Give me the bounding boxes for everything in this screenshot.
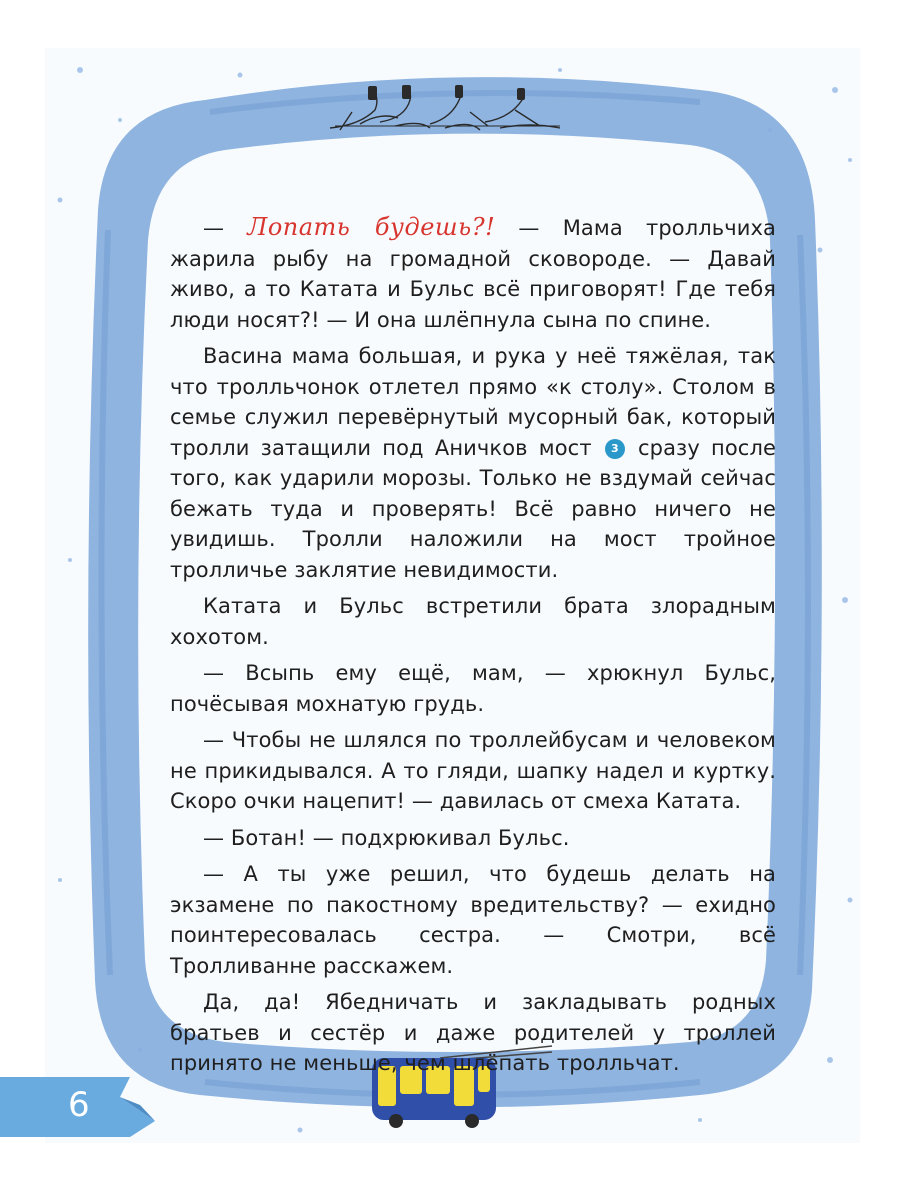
paragraph-1-text: — Мама тролльчиха жарила рыбу на громадной сковороде. — Давай живо, а то Катата и Бульс всё приговорят! Где тебя люди носят?! — И она шлёпнула сына по спине. xyxy=(170,216,776,332)
paragraph-8: Да, да! Ябедничать и закладывать родных братьев и сестёр и даже родителей у троллей принято не меньше, чем шлёпать тролльчат. xyxy=(170,990,776,1075)
page-number: 6 xyxy=(68,1085,90,1125)
paragraph-5: — Чтобы не шлялся по троллейбусам и человеком не прикидывался. А то гляди, шапку надел и куртку. Скоро очки нацепит! — давилась от смеха Катата. xyxy=(170,728,776,813)
highlighted-shout: Лопать будешь?! xyxy=(247,213,496,241)
paragraph-3: Катата и Бульс встретили брата злорадным хохотом. xyxy=(170,594,776,649)
footnote-marker[interactable]: 3 xyxy=(605,439,625,459)
paragraph-6: — Ботан! — подхрюкивал Бульс. xyxy=(203,825,570,850)
paragraph-2-text-after: сразу после того, как ударили морозы. Только не вздумай сейчас бежать туда и проверять! Всё равно ничего не увидишь. Тролли наложили на мост тройное тролличье заклятие невидимости. xyxy=(170,435,776,582)
story-text xyxy=(170,212,776,1079)
dash: — xyxy=(203,216,248,240)
paragraph-1 xyxy=(170,212,776,335)
paragraph-4: — Всыпь ему ещё, мам, — хрюкнул Бульс, почёсывая мохнатую грудь. xyxy=(170,661,776,716)
paragraph-2 xyxy=(170,341,776,585)
paragraph-7: — А ты уже решил, что будешь делать на экзамене по пакостному вредительству? — ехидно поинтересовалась сестра. — Смотри, всё Тролливанне расскажем. xyxy=(170,862,776,978)
paragraph-2-text-before: Васина мама большая, и рука у неё тяжёлая, так что тролльчонок отлетел прямо «к столу». Столом в семье служил перевёрнутый мусорный бак, который тролли затащили под Аничков мост xyxy=(170,344,776,460)
